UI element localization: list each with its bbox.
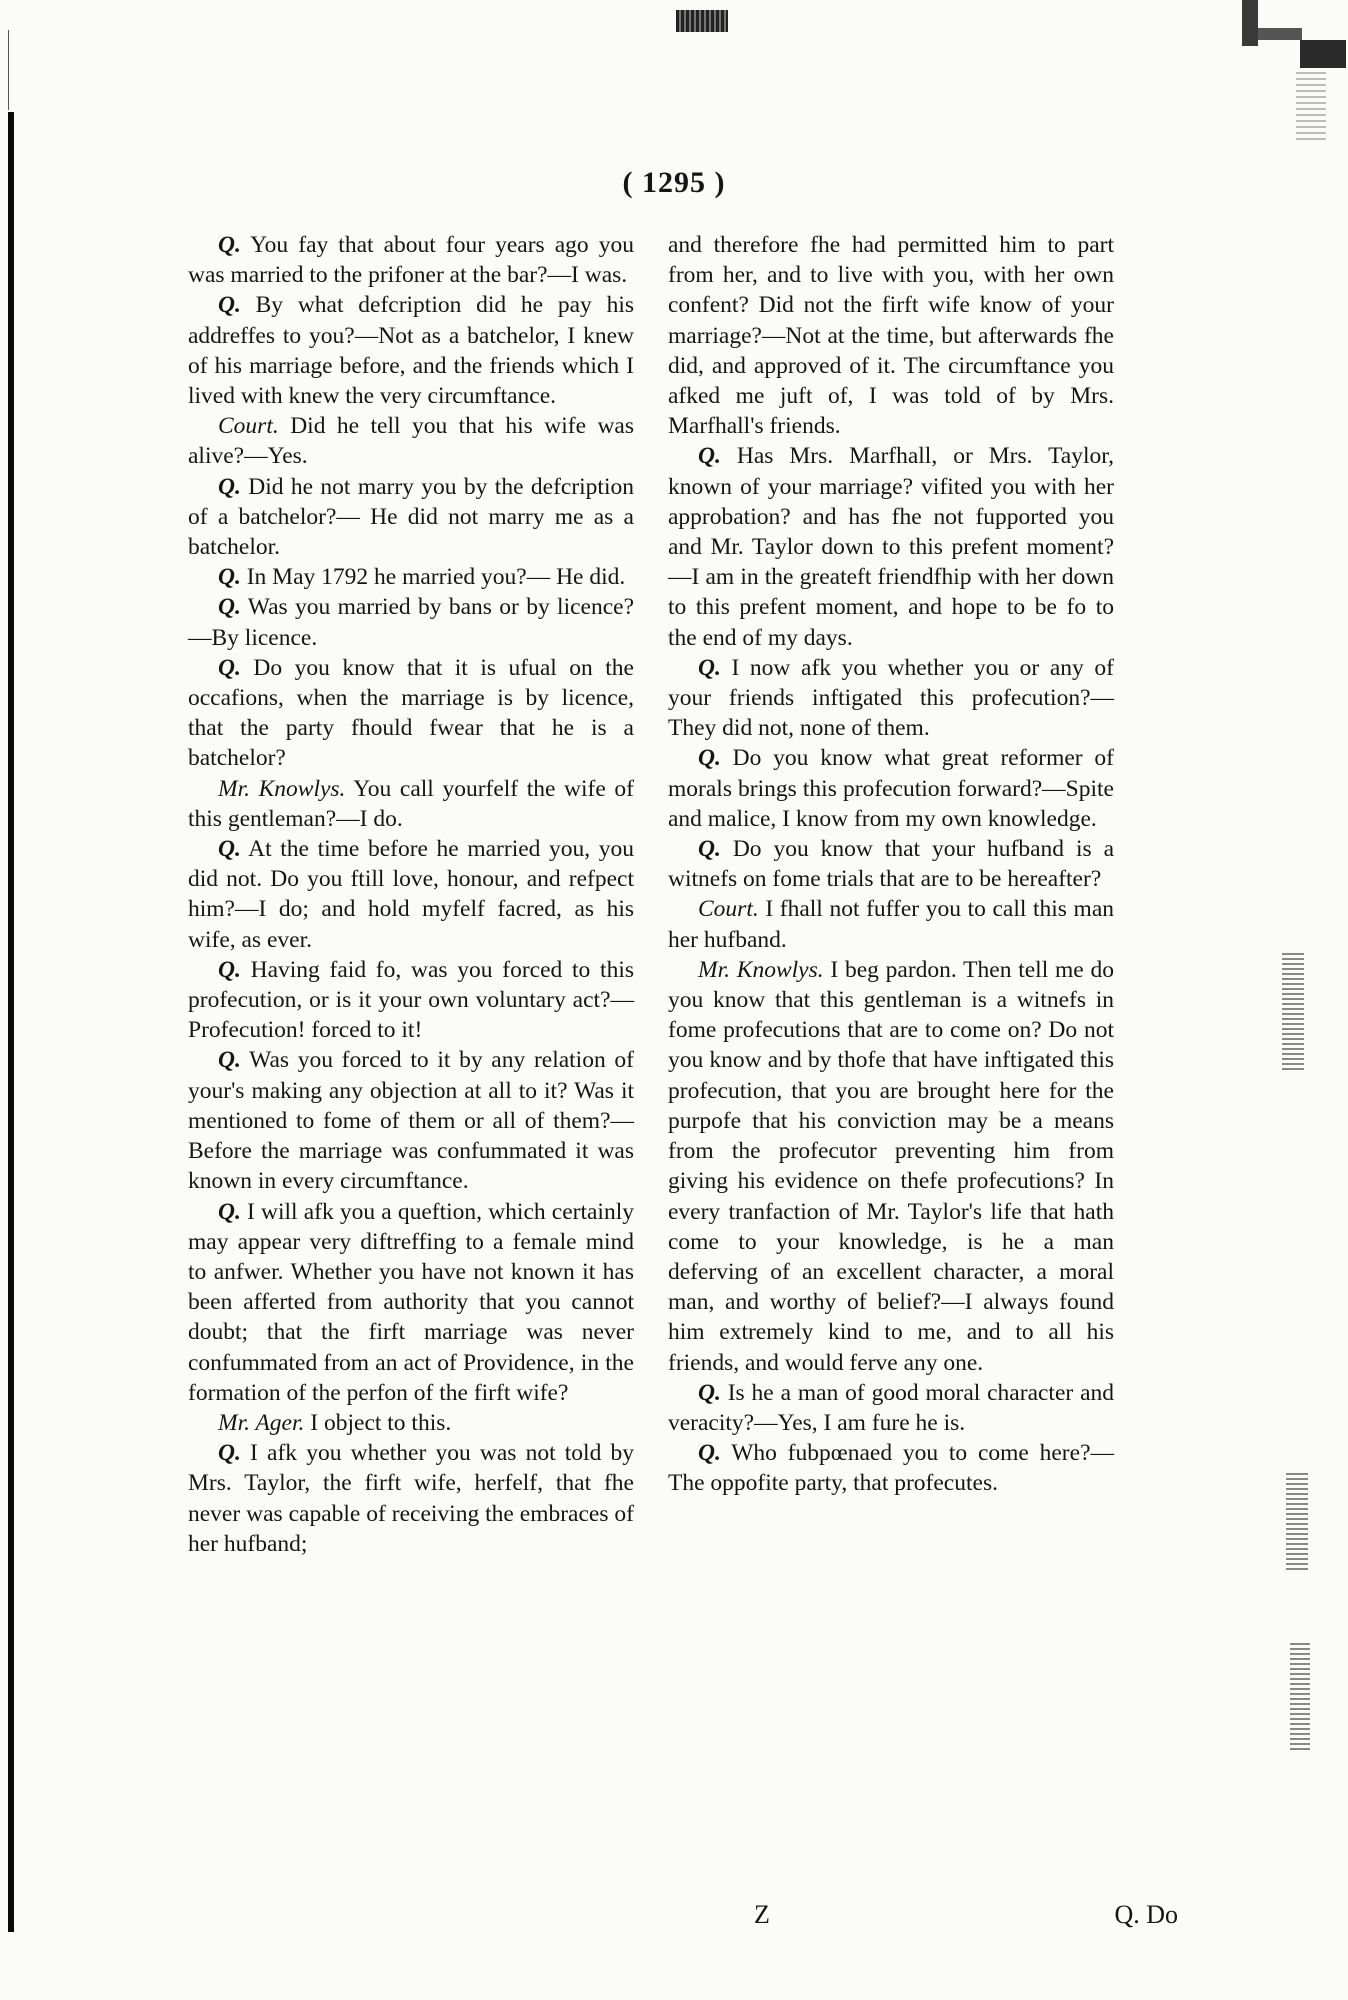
paragraph <box>188 955 634 1046</box>
scan-artifact-top <box>676 10 728 32</box>
scan-artifact-corner <box>1242 0 1258 46</box>
question-mark: Q. <box>218 594 241 621</box>
paragraph-text: You fay that about four years ago you was married to the prifoner at the bar?—I was. <box>188 232 634 289</box>
paragraph-text: Who fubpœnaed you to come here?—The oppofite party, that profecutes. <box>668 1440 1114 1497</box>
question-mark: Q. <box>218 232 241 258</box>
question-mark: Q. <box>218 1198 241 1225</box>
page-number-text: ( 1295 ) <box>622 166 726 199</box>
catchword: Q. Do <box>1114 1900 1178 1929</box>
paragraph <box>668 955 1114 1378</box>
paragraph <box>188 411 634 471</box>
paragraph <box>668 894 1114 954</box>
paragraph-text: Do you know that your hufband is a witnefs on fome trials that are to be hereafter? <box>668 836 1115 893</box>
paragraph-text: I fhall not fuffer you to call this man her hufband. <box>668 896 1115 953</box>
question-mark: Q. <box>218 564 241 591</box>
paragraph-text: Has Mrs. Marfhall, or Mrs. Taylor, known of your marriage? vifited you with her approbation? and has fhe not fupported you and Mr. Taylor down to this prefent moment?—I am in the greateft friendfhip with her down to this prefent moment, and hope to be fo to the end of my days. <box>668 443 1114 651</box>
paragraph <box>668 1378 1114 1438</box>
paragraph-text: In May 1792 he married you?— He did. <box>246 564 626 591</box>
paragraph <box>188 290 634 411</box>
scan-artifact-corner-bar <box>1258 28 1302 40</box>
paragraph <box>188 1045 634 1196</box>
question-mark: Q. <box>218 654 241 681</box>
paragraph <box>668 743 1114 834</box>
page-number <box>0 166 1348 200</box>
speaker-label: Mr. Ager. <box>218 1409 305 1436</box>
paragraph-text: You call yourfelf the wife of this gentleman?—I do. <box>188 775 634 832</box>
scan-artifact-edge-1 <box>1282 950 1304 1070</box>
paragraph <box>668 834 1114 894</box>
paragraph-text: and therefore fhe had permitted him to part from her, and to live with you, with her own confent? Did not the firft wife know of your marriage?—Not at the time, but afterwards fhe did, and approved of it. The circumftance you afked me juft of, I was told of by Mrs. Marfhall's friends. <box>668 232 1114 440</box>
speaker-label: Court. <box>218 413 279 440</box>
paragraph-text: Do you know what great reformer of morals brings this profecution forward?—Spite and malice, I know from my own knowledge. <box>668 745 1115 832</box>
question-mark: Q. <box>698 1440 721 1467</box>
question-mark: Q. <box>698 654 721 681</box>
speaker-label: Mr. Knowlys. <box>698 956 824 983</box>
paragraph <box>668 230 1114 441</box>
paragraph <box>188 472 634 563</box>
paragraph <box>188 1197 634 1408</box>
paragraph <box>668 1438 1114 1498</box>
question-mark: Q. <box>218 956 241 983</box>
paragraph <box>188 834 634 955</box>
paragraph-text: At the time before he married you, you did not. Do you ftill love, honour, and refpect him?—I do; and hold myfelf facred, as his wife, as ever. <box>188 836 634 953</box>
question-mark: Q. <box>218 1440 241 1467</box>
scan-artifact-edge-2 <box>1286 1470 1308 1570</box>
page-footer <box>668 1900 1178 1936</box>
paragraph <box>188 1408 634 1438</box>
question-mark: Q. <box>218 473 241 500</box>
paragraph-text: Was you married by bans or by licence?—By licence. <box>188 594 634 651</box>
speaker-label: Mr. Knowlys. <box>218 775 346 802</box>
paragraph-text: Was you forced to it by any relation of your's making any objection at all to it? Was it mentioned to fome of them or all of them?—Before the marriage was confummated it was known in every circumftance. <box>188 1047 634 1195</box>
paragraph-text: Is he a man of good moral character and veracity?—Yes, I am fure he is. <box>668 1379 1114 1436</box>
paragraph <box>668 653 1114 744</box>
paragraph-text: I will afk you a queftion, which certainly may appear very diftreffing to a female mind to anfwer. Whether you have not known it has been afferted from authority that you cannot doubt; that the firft marriage was never confummated from an act of Providence, in the formation of the perfon of the firft wife? <box>188 1198 634 1406</box>
page-edge-line <box>8 30 9 110</box>
question-mark: Q. <box>218 1047 241 1074</box>
scan-artifact-right-noise <box>1296 70 1326 140</box>
scan-artifact-right <box>1300 40 1346 68</box>
paragraph <box>188 653 634 774</box>
signature-mark: Z <box>754 1900 770 1929</box>
paragraph-text: Did he not marry you by the defcription of a batchelor?— He did not marry me as a batchelor. <box>188 473 634 561</box>
paragraph <box>188 774 634 834</box>
question-mark: Q. <box>218 292 241 319</box>
paragraph-text: By what defcription did he pay his addreffes to you?—Not as a batchelor, I knew of his marriage before, and the friends which I lived with knew the very circumftance. <box>188 292 634 410</box>
paragraph <box>668 441 1114 652</box>
right-column <box>668 230 1114 1499</box>
paragraph-text: I object to this. <box>310 1409 452 1436</box>
question-mark: Q. <box>698 1379 721 1406</box>
question-mark: Q. <box>698 836 721 863</box>
paragraph-text: Did he tell you that his wife was alive?—Yes. <box>188 413 634 470</box>
paragraph <box>188 230 634 290</box>
paragraph <box>188 592 634 652</box>
speaker-label: Court. <box>698 896 759 923</box>
paragraph <box>188 562 634 592</box>
binding-shadow <box>8 112 14 1932</box>
question-mark: Q. <box>218 836 241 863</box>
question-mark: Q. <box>698 443 721 470</box>
paragraph-text: Do you know that it is ufual on the occafions, when the marriage is by licence, that the party fhould fwear that he is a batchelor? <box>188 654 634 772</box>
paragraph <box>188 1438 634 1559</box>
scan-artifact-edge-3 <box>1290 1640 1310 1750</box>
paragraph-text: I now afk you whether you or any of your friends inftigated this profecution?—They did not, none of them. <box>668 654 1114 742</box>
question-mark: Q. <box>698 745 721 772</box>
paragraph-text: I afk you whether you was not told by Mrs. Taylor, the firft wife, herfelf, that fhe never was capable of receiving the embraces of her hufband; <box>188 1440 635 1557</box>
left-column <box>188 230 634 1559</box>
paragraph-text: Having faid fo, was you forced to this profecution, or is it your own voluntary act?—Profecution! forced to it! <box>188 956 634 1044</box>
paragraph-text: I beg pardon. Then tell me do you know that this gentleman is a witnefs in fome profecutions that are to come on? Do not you know and by thofe that have inftigated this profecution, that you are brought here for the purpofe that his conviction may be a means from the profecutor preventing him from giving his evidence on thefe profecutions? In every tranfaction of Mr. Taylor's life that hath come to your knowledge, is he a man deferving of an excellent character, a moral man, and worthy of belief?—I always found him extremely kind to me, and to all his friends, and would ferve any one. <box>668 956 1114 1376</box>
